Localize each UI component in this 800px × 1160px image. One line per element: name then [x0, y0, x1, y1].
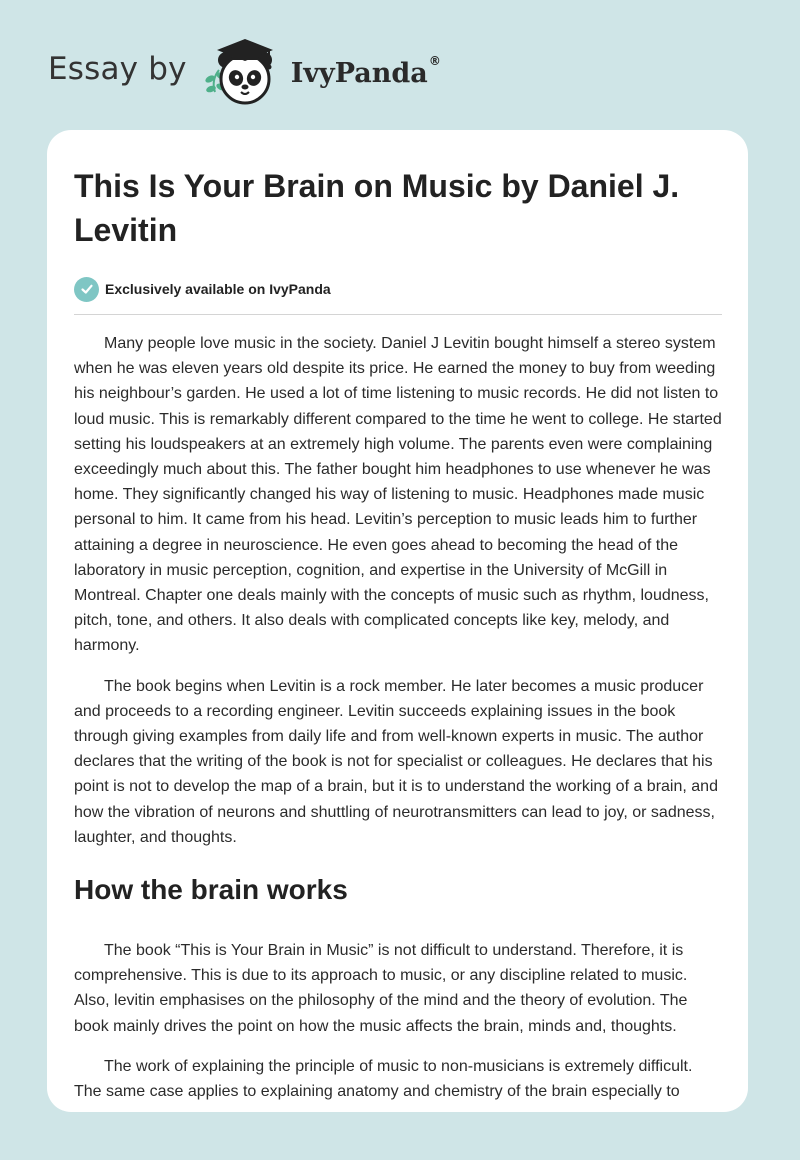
brand-name: IvyPanda	[290, 57, 428, 89]
exclusive-badge	[74, 274, 722, 304]
paragraph: The work of explaining the principle of music to non-musicians is extremely difficult. The same case applies to explaining anatomy and chemistry of the brain especially to	[74, 1057, 693, 1101]
panda-graduate-icon	[201, 34, 287, 108]
section-heading: How the brain works	[74, 874, 348, 906]
registered-mark: ®	[428, 54, 441, 68]
paragraph: The book begins when Levitin is a rock member. He later becomes a music producer and proceeds to a recording engineer. Levitin succeeds explaining issues in the book through giving examples from daily life and from well-known experts in music. The author declares that the writing of the book is not for specialist or colleagues. He declares that his point is not to develop the map of a brain, but it is to understand the working of a brain, and how the vibration of neurons and shuttling of neurotransmitters can lead to joy, or sadness, laughter, and thoughts.	[74, 677, 718, 846]
essay-body	[74, 331, 722, 1104]
exclusive-badge-label: Exclusively available on IvyPanda	[105, 281, 331, 297]
essay-card	[47, 130, 748, 1112]
divider	[74, 314, 722, 315]
brand-prefix: Essay by	[48, 51, 187, 87]
essay-title: This Is Your Brain on Music by Daniel J. Levitin	[74, 168, 680, 248]
check-circle-icon	[74, 277, 99, 302]
site-header	[48, 34, 441, 108]
paragraph: Many people love music in the society. Daniel J Levitin bought himself a stereo system when he was eleven years old despite its price. He earned the money to buy from weeding his neighbour’s garden. He used a lot of time listening to music records. He did not listen to loud music. This is remarkably different compared to the time he went to college. He started setting his loudspeakers at an extremely high volume. The parents even were complaining exceedingly much about this. The father bought him headphones to use whenever he was home. They significantly changed his way of listening to music. Headphones made music personal to him. It came from his head. Levitin’s perception to music leads him to further attaining a degree in neuroscience. He even goes ahead to becoming the head of the laboratory in music perception, cognition, and expertise in the University of McGill in Montreal. Chapter one deals mainly with the concepts of music such as rhythm, loudness, pitch, tone, and others. It also deals with complicated concepts like key, melody, and harmony.	[74, 335, 722, 655]
paragraph: The book “This is Your Brain in Music” is not difficult to understand. Therefore, it is comprehensive. This is due to its approach to music, or any discipline related to music. Also, levitin emphasises on the philosophy of the mind and the theory of evolution. The book mainly drives the point on how the music affects the brain, minds and, thoughts.	[74, 942, 688, 1035]
